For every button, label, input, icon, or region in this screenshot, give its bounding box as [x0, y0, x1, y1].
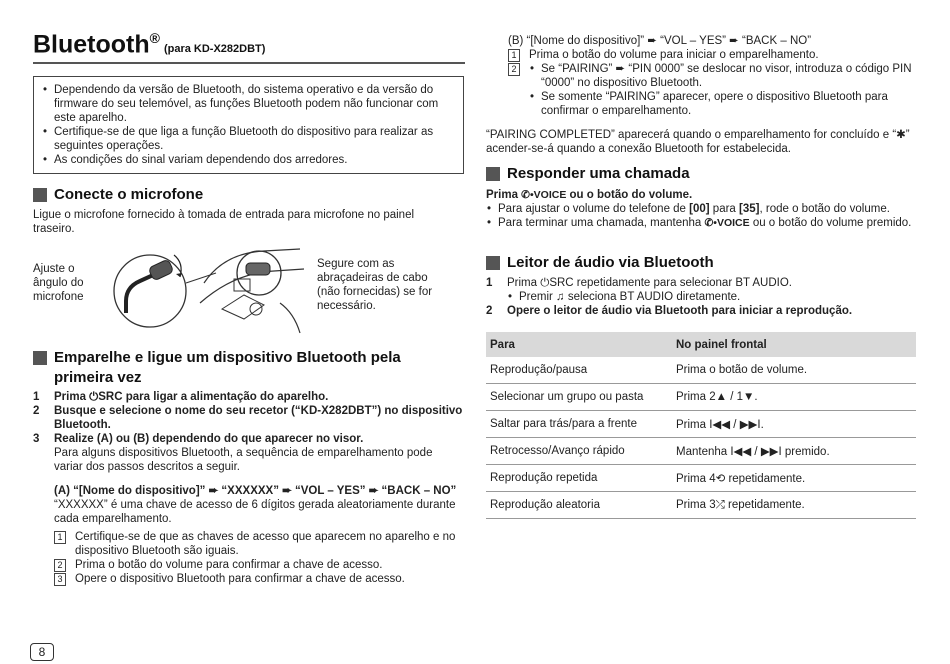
pair-option-b	[508, 34, 918, 118]
table-row: Saltar para trás/para a frente Prima I◀◀ / ▶▶I.	[486, 411, 916, 438]
pair-steps	[33, 390, 463, 474]
option-a-item: 1 Certifique-se de que as chaves de acesso que aparecem no aparelho e no dispositivo Bluetooth são iguais.	[54, 530, 466, 558]
audio-step-1-bullet: • Premir ♫ seleciona BT AUDIO diretamente.	[507, 290, 916, 304]
table-row: Selecionar um grupo ou pasta Prima 2▲ / 1▼.	[486, 384, 916, 411]
section-square-icon	[486, 256, 500, 270]
call-lead: Prima ✆•VOICE ou o botão do volume.	[486, 189, 693, 201]
call-bullet: • Para ajustar o volume do telefone de [00] para [35], rode o botão do volume.	[486, 202, 914, 216]
pair-step-3: 3 Realize (A) ou (B) dependendo do que aparecer no visor.	[33, 433, 364, 445]
option-a-item: 3 Opere o dispositivo Bluetooth para confirmar a chave de acesso.	[54, 572, 466, 586]
section-square-icon	[33, 188, 47, 202]
call-body	[486, 188, 914, 230]
mic-heading: Conecte o microfone	[33, 185, 203, 205]
table-row: Reprodução/pausa Prima o botão de volume.	[486, 357, 916, 384]
audio-steps	[486, 276, 916, 318]
step3-note: Para alguns dispositivos Bluetooth, a sequência de emparelhamento pode variar dos passos descritos a seguir.	[54, 447, 433, 473]
call-heading: Responder uma chamada	[486, 164, 690, 184]
option-b-item: 2 • Se “PAIRING” ➨ “PIN 0000” se deslocar no visor, introduza o código PIN “0000” no dispositivo Bluetooth. • Se somente “PAIRING” aparecer, opere o dispositivo Bluetooth para confirmar o emparelhamento.	[508, 62, 918, 118]
table-row: Reprodução repetida Prima 4⟲ repetidamente.	[486, 465, 916, 492]
pairing-completed-note: “PAIRING COMPLETED” aparecerá quando o emparelhamento for concluído e “✱” acender-se-á quando a conexão Bluetooth for estabelecida.	[486, 129, 910, 155]
table-row: Reprodução aleatoria Prima 3⤮ repetidamente.	[486, 492, 916, 519]
mic-label-left: Ajuste o ângulo do microfone	[33, 263, 84, 303]
option-b-bullet: • Se somente “PAIRING” aparecer, opere o dispositivo Bluetooth para confirmar o emparelhamento.	[529, 90, 918, 118]
mic-intro: Ligue o microfone fornecido à tomada de entrada para microfone no painel traseiro.	[33, 209, 415, 235]
pair-heading: Emparelhe e ligue um dispositivo Bluetooth pela primeira vez	[33, 348, 453, 388]
table-header: Para	[486, 332, 672, 357]
option-a-item: 2 Prima o botão do volume para confirmar a chave de acesso.	[54, 558, 466, 572]
audio-step-2: 2 Opere o leitor de áudio via Bluetooth para iniciar a reprodução.	[486, 305, 853, 317]
pair-step-2: 2 Busque e selecione o nome do seu recetor (“KD-X282DBT”) no dispositivo Bluetooth.	[33, 405, 463, 431]
model-label: (para KD-X282DBT)	[163, 43, 266, 56]
controls-table	[486, 332, 916, 519]
pair-step-1: 1 Prima ⏻SRC para ligar a alimentação do aparelho.	[33, 391, 329, 403]
pair-option-a	[54, 484, 466, 586]
voice-button-label: ✆•VOICE	[521, 189, 567, 201]
note-item: • Dependendo da versão de Bluetooth, do sistema operativo e da versão do firmware do seu telemóvel, as funções Bluetooth podem não funcionar com este aparelho.	[54, 83, 455, 125]
notes-box	[33, 76, 464, 174]
option-b-title: (B) “[Nome do dispositivo]” ➨ “VOL – YES” ➨ “BACK – NO”	[508, 35, 812, 47]
section-square-icon	[486, 167, 500, 181]
microphone-illustration	[104, 243, 310, 339]
table-row: Retrocesso/Avanço rápido Mantenha I◀◀ / ▶▶I premido.	[486, 438, 916, 465]
audio-step-1: 1 Prima ⏻SRC repetidamente para selecionar BT AUDIO.	[486, 277, 793, 289]
section-square-icon	[33, 351, 47, 365]
option-a-desc: “XXXXXX” é uma chave de acesso de 6 dígitos gerada aleatoriamente durante cada emparelhamento.	[54, 499, 456, 525]
page-title: Bluetooth®(para KD-X282DBT)	[33, 30, 266, 59]
page-number: 8	[30, 643, 54, 661]
call-bullet: • Para terminar uma chamada, mantenha ✆•VOICE ou o botão do volume premido.	[486, 216, 914, 230]
option-b-item: 1 Prima o botão do volume para iniciar o emparelhamento.	[508, 48, 918, 62]
table-header-row	[486, 332, 916, 357]
note-item: • Certifique-se de que liga a função Bluetooth do dispositivo para realizar as seguintes operações.	[54, 125, 455, 153]
audio-heading: Leitor de áudio via Bluetooth	[486, 253, 714, 273]
note-item: • As condições do sinal variam dependendo dos arredores.	[54, 153, 455, 167]
option-a-title: (A) “[Nome do dispositivo]” ➨ “XXXXXX” ➨ “VOL – YES” ➨ “BACK – NO”	[54, 485, 457, 497]
title-rule	[33, 62, 465, 64]
mic-label-right: Segure com as abraçadeiras de cabo (não fornecidas) se for necessário.	[317, 258, 433, 312]
option-b-bullet: • Se “PAIRING” ➨ “PIN 0000” se deslocar no visor, introduza o código PIN “0000” no dispositivo Bluetooth.	[529, 62, 918, 90]
table-header: No painel frontal	[672, 332, 916, 357]
